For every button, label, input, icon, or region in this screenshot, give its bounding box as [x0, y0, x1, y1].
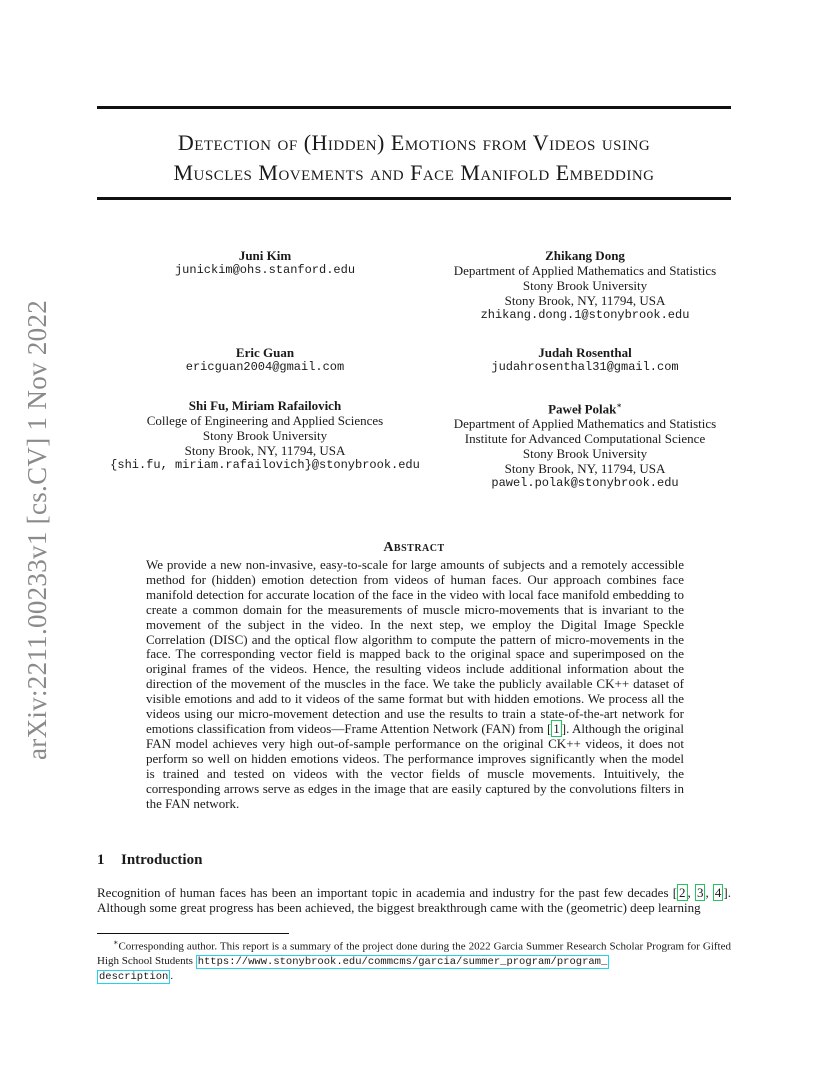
- author-address: Stony Brook, NY, 11794, USA: [184, 443, 346, 458]
- footnote: [97, 936, 731, 984]
- author-rosenthal: [430, 345, 740, 375]
- author-name: Judah Rosenthal: [538, 345, 632, 360]
- citation-link[interactable]: 2: [679, 885, 686, 900]
- author-name: Zhikang Dong: [545, 248, 625, 263]
- author-fu-rafailovich: [110, 398, 420, 473]
- author-address: Stony Brook, NY, 11794, USA: [504, 461, 666, 477]
- author-name: Eric Guan: [235, 345, 295, 360]
- author-email: judahrosenthal31@gmail.com: [491, 360, 679, 374]
- intro-paragraph: Recognition of human faces has been an important topic in academia and industry for the past few decades [ 2 , 3 , 4 ]. Although some great progress has been achieved, the biggest breakthrough came with the (geometric) deep learning: [97, 885, 731, 915]
- footnote-end: .: [170, 969, 174, 982]
- author-email: pawel.polak@stonybrook.edu: [491, 476, 679, 491]
- author-name: Shi Fu, Miriam Rafailovich: [188, 398, 342, 413]
- author-department: College of Engineering and Applied Sciences: [146, 413, 384, 428]
- intro-text-continued: . Although some great progress has been achieved, the biggest breakthrough came with the (geometric) deep learning: [97, 885, 731, 915]
- section-title: Introduction: [121, 852, 203, 868]
- author-name: Juni Kim: [238, 248, 292, 263]
- footnote-rule: [97, 933, 289, 934]
- citation-link[interactable]: 4: [714, 885, 722, 900]
- author-name: Paweł Polak: [548, 401, 617, 417]
- author-institute: Institute for Advanced Computational Science: [464, 431, 706, 447]
- author-email: {shi.fu, miriam.rafailovich}@stonybrook.edu: [110, 458, 420, 472]
- abstract-text: We provide a new non-invasive, easy-to-scale for large amounts of subjects and a remotely accessible method for (hidden) emotion detection from videos of human faces. Our approach combines face manifold detection for accurate location of the face in the video with local face manifold embedding to create a common domain for the measurements of muscle micro-movements that is invariant to the movement of the subject in the video. In the next step, we employ the Digital Image Speckle Correlation (DISC) and the optical flow algorithm to compute the pattern of micro-movements in the face. The corresponding vector field is mapped back to the original space and superimposed on the original frames of the videos. Hence, the resulting videos include additional information about the direction of the movement of the muscles in the face. We take the publicly available CK++ dataset of visible emotions and add to it videos of the same format but with hidden emotions. We process all the videos using our micro-movement detection and use the results to train a state-of-the-art network for emotions classification from videos—Frame Attention Network (FAN) from: [146, 557, 684, 736]
- footnote-url-link[interactable]: https://www.stonybrook.edu/commcms/garcia/summer_program/program_: [197, 955, 608, 968]
- intro-text: Recognition of human faces has been an important topic in academia and industry for the past few decades: [97, 885, 673, 900]
- corresponding-author-mark: ∗: [616, 401, 622, 410]
- title-line-1: Detection of (Hidden) Emotions from Videos using: [177, 130, 651, 155]
- paper-title: [97, 128, 731, 188]
- author-email: zhikang.dong.1@stonybrook.edu: [480, 308, 690, 322]
- author-department: Department of Applied Mathematics and Statistics: [453, 263, 717, 278]
- author-email: junickim@ohs.stanford.edu: [174, 263, 356, 277]
- abstract-heading: Abstract: [383, 540, 445, 555]
- author-polak: [430, 398, 740, 491]
- title-line-2: Muscles Movements and Face Manifold Embedding: [173, 160, 655, 185]
- section-number: 1: [97, 852, 105, 868]
- footnote-url-link-continued[interactable]: description: [99, 970, 169, 983]
- footnote-text: Corresponding author. This report is a summary of the project done during the 2022 Garcia Summer Research Scholar Program for Gifted High School Students: [97, 940, 731, 967]
- author-address: Stony Brook, NY, 11794, USA: [504, 293, 666, 308]
- author-dong: [430, 248, 740, 323]
- author-name-row: [430, 398, 740, 416]
- author-email: ericguan2004@gmail.com: [185, 360, 345, 374]
- author-guan: [140, 345, 390, 375]
- author-university: Stony Brook University: [522, 446, 648, 462]
- citation-link[interactable]: 3: [696, 885, 704, 900]
- section-heading: [97, 852, 202, 869]
- arxiv-identifier: arXiv:2211.00233v1 [cs.CV] 1 Nov 2022: [22, 299, 52, 760]
- author-department: Department of Applied Mathematics and Statistics: [453, 416, 717, 432]
- title-bottom-rule: [97, 197, 731, 200]
- footnote-mark: ∗: [113, 938, 119, 947]
- author-university: Stony Brook University: [202, 428, 328, 443]
- title-top-rule: [97, 106, 731, 109]
- author-kim: [140, 248, 390, 278]
- author-university: Stony Brook University: [522, 278, 648, 293]
- citation-link[interactable]: 1: [553, 720, 560, 736]
- abstract-text-continued: . Although the original FAN model achieves very high out-of-sample performance on the original CK++ videos, it does not perform so well on hidden emotions videos. The performance improves significantly when the model is trained and tested on videos with the vector fields of muscle movements. Intuitively, the corresponding arrows serve as edges in the image that are easily captured by the convolutions filters in the FAN network.: [146, 720, 684, 811]
- abstract-body: We provide a new non-invasive, easy-to-scale for large amounts of subjects and a remotely accessible method for (hidden) emotion detection from videos of human faces. Our approach combines face manifold detection for accurate location of the face in the video with local face manifold embedding to create a common domain for the measurements of muscle micro-movements that is invariant to the movement of the subject in the video. In the next step, we employ the Digital Image Speckle Correlation (DISC) and the optical flow algorithm to compute the pattern of micro-movements in the face. The corresponding vector field is mapped back to the original space and superimposed on the original frames of the videos. Hence, the resulting videos include additional information about the direction of the movement of the muscles in the face. We take the publicly available CK++ dataset of visible emotions and add to it videos of the same format but with hidden emotions. We process all the videos using our micro-movement detection and use the results to train a state-of-the-art network for emotions classification from videos—Frame Attention Network (FAN) from [ 1 ]. Although the original FAN model achieves very high out-of-sample performance on the original CK++ videos, it does not perform so well on hidden emotions videos. The performance improves significantly when the model is trained and tested on videos with the vector fields of muscle movements. Intuitively, the corresponding arrows serve as edges in the image that are easily captured by the convolutions filters in the FAN network.: [146, 557, 684, 811]
